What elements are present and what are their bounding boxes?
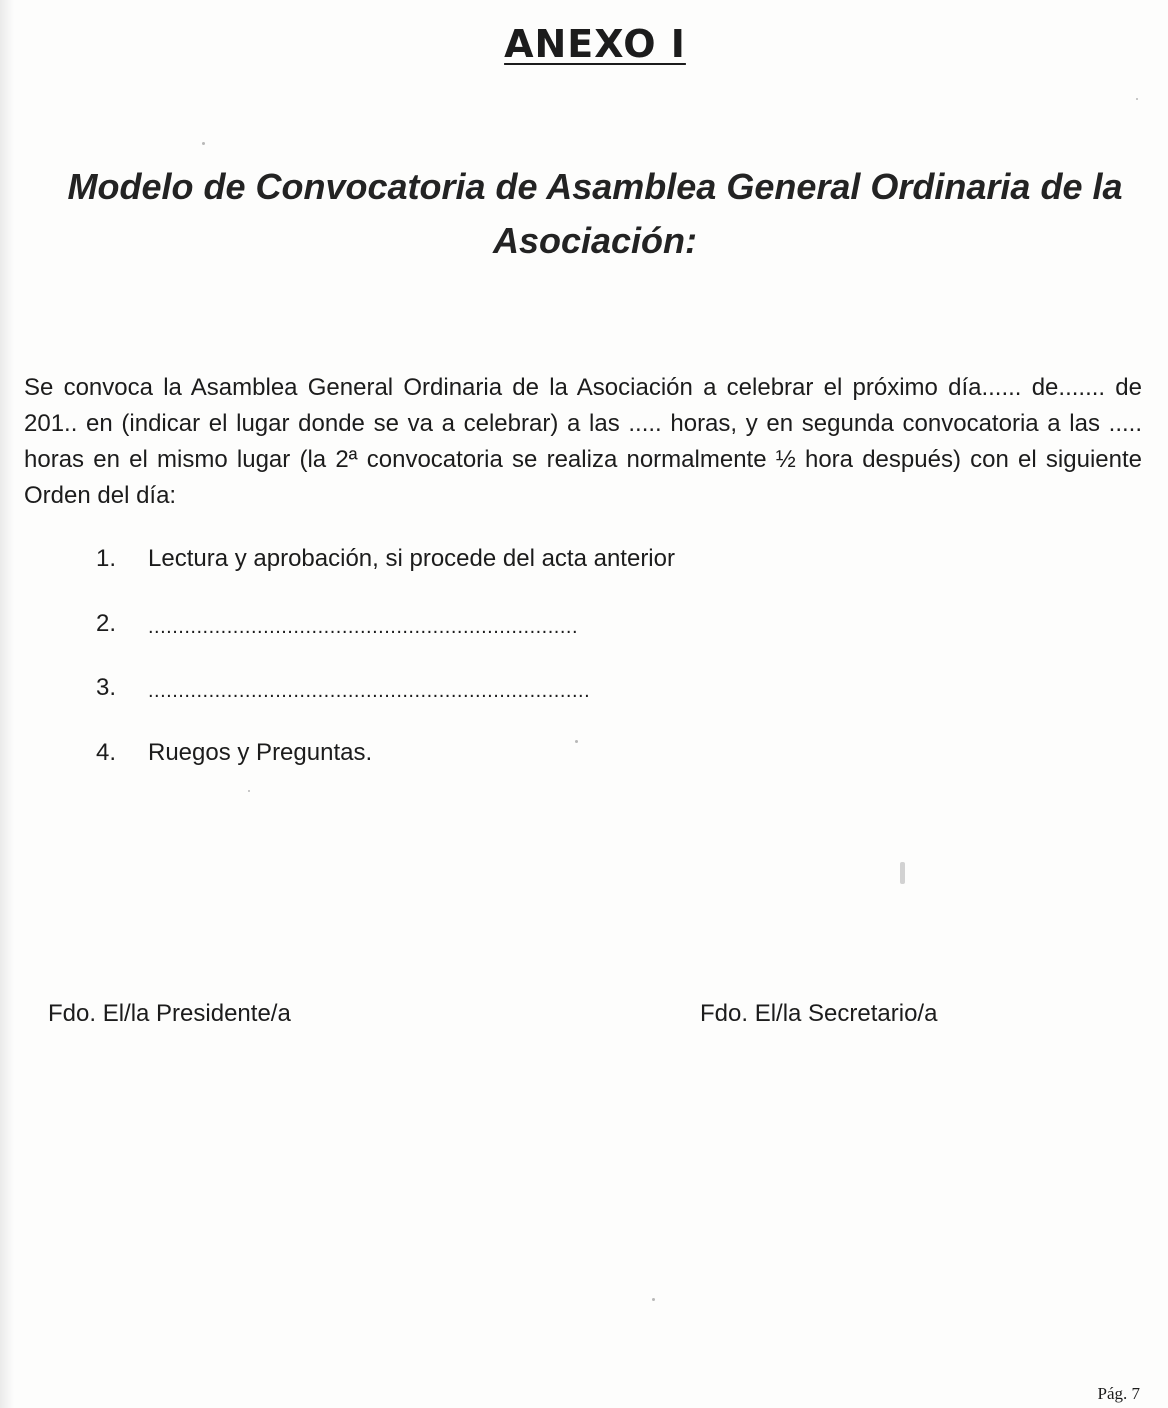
agenda-item [96,739,796,804]
convocation-paragraph: Se convoca la Asamblea General Ordinaria de la Asociación a celebrar el próximo día...... de....... de 201.. en (indicar el lugar donde se va a celebrar) a las ..... horas, y en segunda convocatoria a las ..... horas en el mismo lugar (la 2ª convocatoria se realiza normalmente ½ hora después) con el siguiente Orden del día: [24,374,1142,509]
agenda-item-number: 4. [96,738,117,766]
agenda-item-number: 3. [96,674,117,701]
document-title: Modelo de Convocatoria de Asamblea General Ordinaria de la Asociación: [67,166,1123,261]
president-signature-label: Fdo. El/la Presidente/a [48,1000,291,1027]
scan-speck [900,862,905,884]
page-number: Pág. 7 [1097,1384,1140,1403]
agenda-item-placeholder: ....................................................................... [148,615,579,638]
annex-heading [0,22,1168,66]
agenda-item-text: Ruegos y Preguntas. [148,738,373,766]
scan-speck [248,790,250,792]
scan-speck [652,1298,655,1301]
agenda-item-number: 2. [96,609,117,637]
agenda-item-number: 1. [96,545,117,572]
scan-edge-shadow [0,0,14,1408]
secretary-signature-label: Fdo. El/la Secretario/a [700,1000,938,1027]
agenda-item [96,674,796,739]
agenda-item [96,610,796,675]
agenda-item [96,545,796,610]
agenda-item-placeholder: ......................................................................... [148,680,591,702]
scan-speck [1136,98,1138,100]
scan-speck [202,142,205,145]
agenda-list [96,545,796,803]
agenda-item-text: Lectura y aprobación, si procede del acta anterior [148,545,675,572]
scan-speck [575,740,578,743]
annex-heading-text: ANEXO I [504,22,686,66]
